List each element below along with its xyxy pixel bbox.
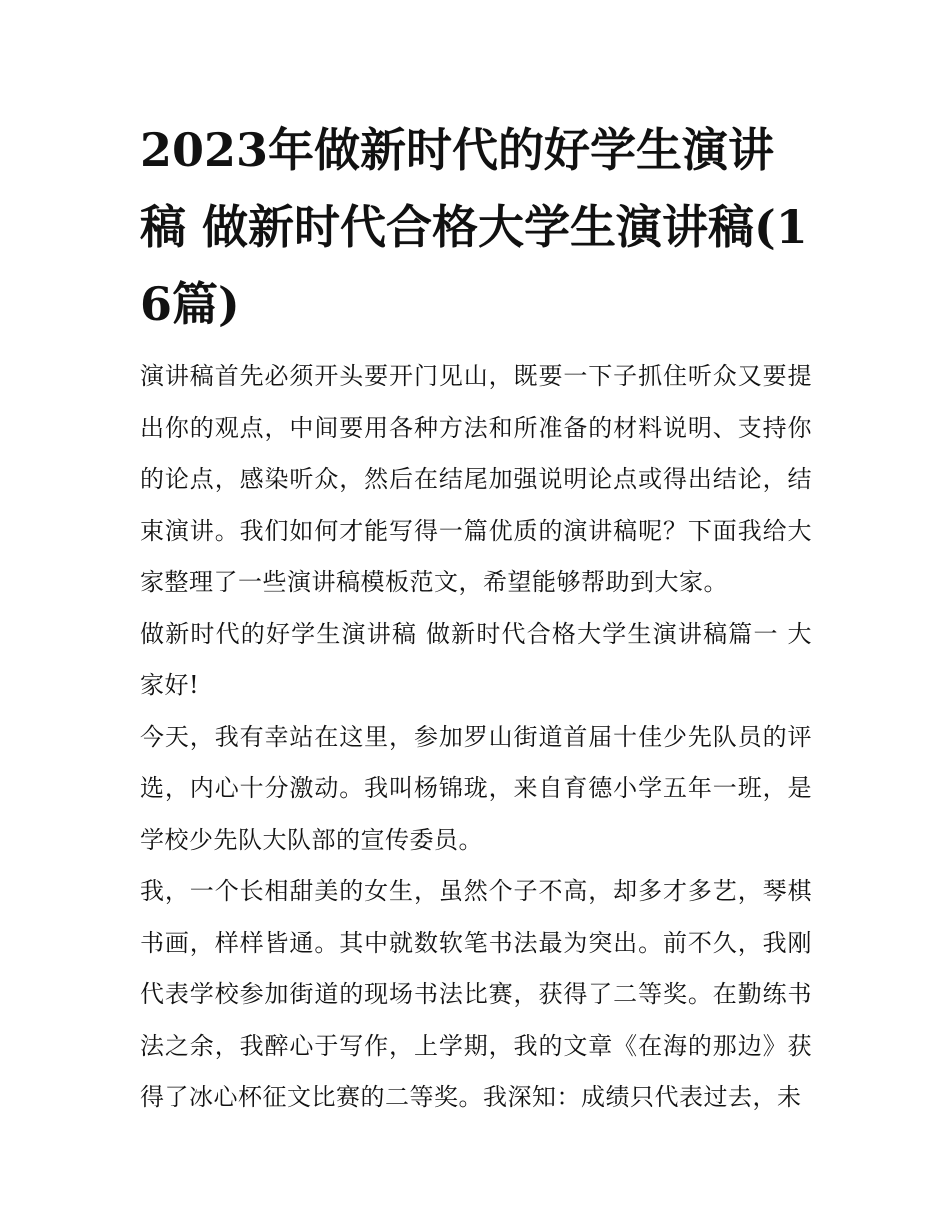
document-body bbox=[140, 112, 812, 1124]
document-title: 2023年做新时代的好学生演讲稿 做新时代合格大学生演讲稿(16篇) bbox=[140, 123, 808, 331]
paragraph-self-introduction: 今天，我有幸站在这里，参加罗山街道首届十佳少先队员的评选，内心十分激动。我叫杨锦珑，来自育德小学五年一班，是学校少先队大队部的宣传委员。 bbox=[140, 722, 812, 854]
paragraph-section-heading: 做新时代的好学生演讲稿 做新时代合格大学生演讲稿篇一 大家好! bbox=[140, 619, 812, 699]
paragraph-intro: 演讲稿首先必须开头要开门见山，既要一下子抓住听众又要提出你的观点，中间要用各种方法和所准备的材料说明、支持你的论点，感染听众，然后在结尾加强说明论点或得出结论，结束演讲。我们如何才能写得一篇优质的演讲稿呢？下面我给大家整理了一些演讲稿模板范文，希望能够帮助到大家。 bbox=[140, 362, 812, 596]
paragraph-achievements: 我，一个长相甜美的女生，虽然个子不高，却多才多艺，琴棋书画，样样皆通。其中就数软笔书法最为突出。前不久，我刚代表学校参加街道的现场书法比赛，获得了二等奖。在勤练书法之余，我醉心于写作，上学期，我的文章《在海的那边》获得了冰心杯征文比赛的二等奖。我深知：成绩只代表过去，未 bbox=[140, 877, 812, 1111]
